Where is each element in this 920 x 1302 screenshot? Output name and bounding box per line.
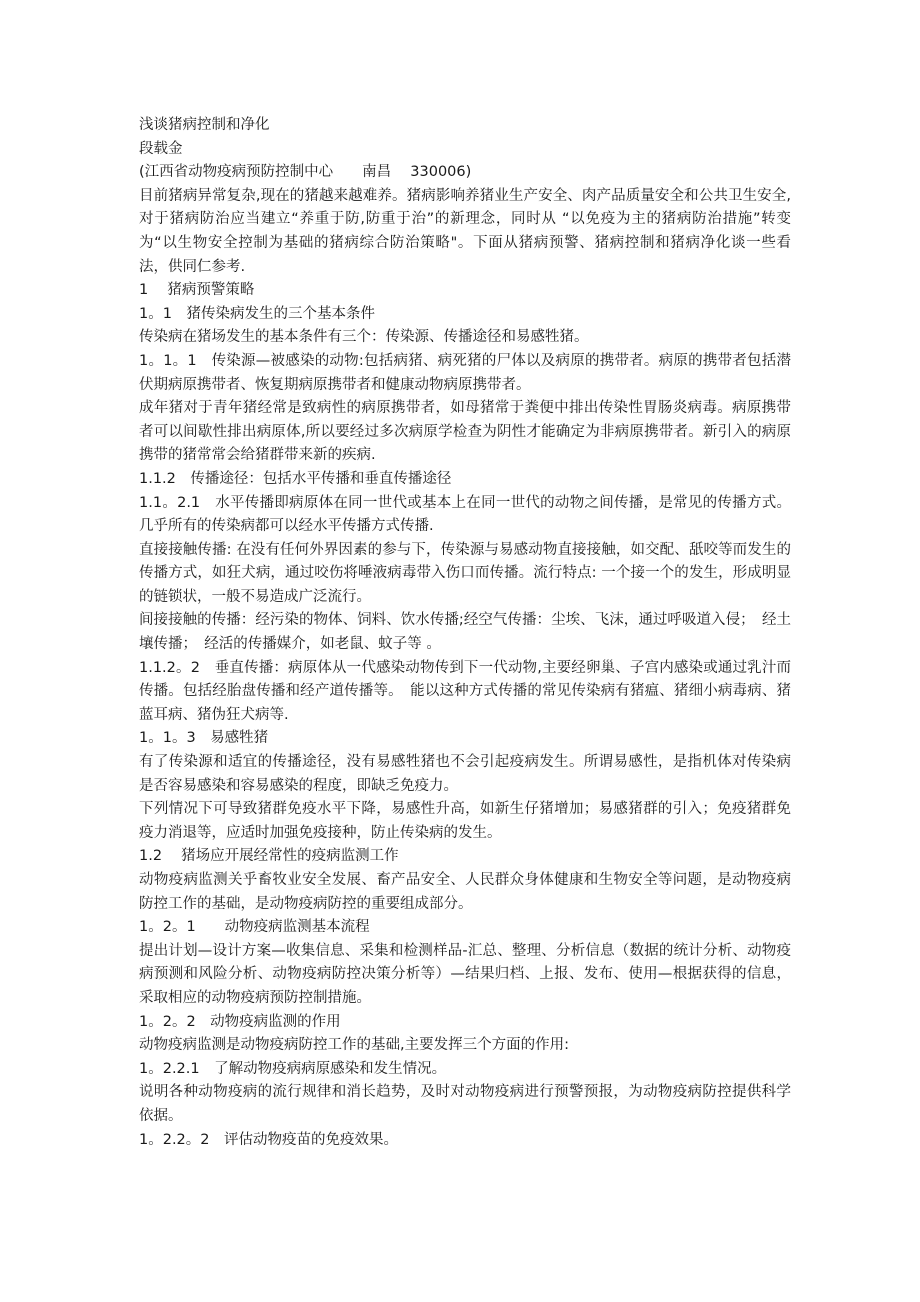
section-heading-1-2-1: 1。2。1 动物疫病监测基本流程 <box>139 919 370 936</box>
paragraph: 1.1.2。2 垂直传播：病原体从一代感染动物传到下一代动物,主要经卵巢、子宫内感染或通过乳汁而传播。包括经胎盘传播和经产道传播等。 能以这种方式传播的常见传染病有猪瘟、猪细小病毒病、猪蓝耳病、猪伪狂犬病等. <box>139 659 791 723</box>
paragraph: 下列情况下可导致猪群免疫水平下降，易感性升高，如新生仔猪增加；易感猪群的引入；免疫猪群免疫力消退等，应适时加强免疫接种，防止传染病的发生。 <box>139 801 791 841</box>
paragraph-intro: 目前猪病异常复杂,现在的猪越来越难养。猪病影响养猪业生产安全、肉产品质量安全和公共卫生安全,对于猪病防治应当建立“养重于防,防重于治”的新理念，同时从 “以免疫为主的猪病防治措施”转变为“以生物安全控制为基础的猪病综合防治策略"。下面从猪病预警、猪病控制和猪病净化谈一些看法，供同仁参考. <box>139 187 791 275</box>
paragraph: 1。1。1 传染源—被感染的动物:包括病猪、病死猪的尸体以及病原的携带者。病原的携带者包括潜伏期病原携带者、恢复期病原携带者和健康动物病原携带者。 <box>139 352 791 393</box>
paragraph: 间接接触的传播：经污染的物体、饲料、饮水传播;经空气传播：尘埃、飞沫，通过呼吸道入侵； 经土壤传播； 经活的传播媒介，如老鼠、蚊子等 。 <box>139 612 791 653</box>
section-heading-1-1-2: 1.1.2 传播途径：包括水平传播和垂直传播途径 <box>139 470 452 487</box>
paragraph: 1.1。2.1 水平传播即病原体在同一世代或基本上在同一世代的动物之间传播，是常见的传播方式。几乎所有的传染病都可以经水平传播方式传播. <box>139 494 791 535</box>
section-heading-1-1: 1。1 猪传染病发生的三个基本条件 <box>139 305 375 322</box>
paragraph: 说明各种动物疫病的流行规律和消长趋势，及时对动物疫病进行预警预报，为动物疫病防控提供科学依据。 <box>139 1084 791 1124</box>
paragraph: 提出计划—设计方案—收集信息、采集和检测样品-汇总、整理、分析信息（数据的统计分析、动物疫病预测和风险分析、动物疫病防控决策分析等）—结果归档、上报、发布、使用—根据获得的信息，采取相应的动物疫病预防控制措施。 <box>139 942 791 1006</box>
section-heading-1-2-2-2: 1。2.2。2 评估动物疫苗的免疫效果。 <box>139 1131 399 1148</box>
paragraph: 动物疫病监测关乎畜牧业安全发展、畜产品安全、人民群众身体健康和生物安全等问题，是动物疫病防控工作的基础，是动物疫病防控的重要组成部分。 <box>139 872 791 912</box>
paragraph: 有了传染源和适宜的传播途径，没有易感牲猪也不会引起疫病发生。所谓易感性，是指机体对传染病是否容易感染和容易感染的程度，即缺乏免疫力。 <box>139 754 791 794</box>
document-title: 浅谈猪病控制和净化 <box>139 117 270 133</box>
document-affiliation: (江西省动物疫病预防控制中心 南昌 330006) <box>139 164 472 181</box>
section-heading-1-2-2: 1。2。2 动物疫病监测的作用 <box>139 1013 341 1030</box>
paragraph: 传染病在猪场发生的基本条件有三个：传染源、传播途径和易感牲猪。 <box>139 329 589 346</box>
document-author: 段载金 <box>139 140 183 157</box>
paragraph: 直接接触传播: 在没有任何外界因素的参与下，传染源与易感动物直接接触，如交配、舐咬等而发生的传播方式，如狂犬病，通过咬伤将唾液病毒带入伤口而传播。流行特点: 一个接一个的发生，形成明显的链锁状，一般不易造成广泛流行。 <box>139 541 791 605</box>
section-heading-1-2-2-1: 1。2.2.1 了解动物疫病病原感染和发生情况。 <box>139 1060 447 1077</box>
section-heading-1-2: 1.2 猪场应开展经常性的疫病监测工作 <box>139 848 399 865</box>
paragraph: 动物疫病监测是动物疫病防控工作的基础,主要发挥三个方面的作用: <box>139 1037 569 1054</box>
document-body <box>139 114 791 1152</box>
section-heading-1: 1 猪病预警策略 <box>139 282 255 299</box>
section-heading-1-1-3: 1。1。3 易感牲猪 <box>139 730 269 747</box>
paragraph: 成年猪对于青年猪经常是致病性的病原携带者，如母猪常于粪便中排出传染性胃肠炎病毒。病原携带者可以间歇性排出病原体,所以要经过多次病原学检查为阴性才能确定为非病原携带者。新引入的病原携带的猪常常会给猪群带来新的疾病. <box>139 400 791 464</box>
